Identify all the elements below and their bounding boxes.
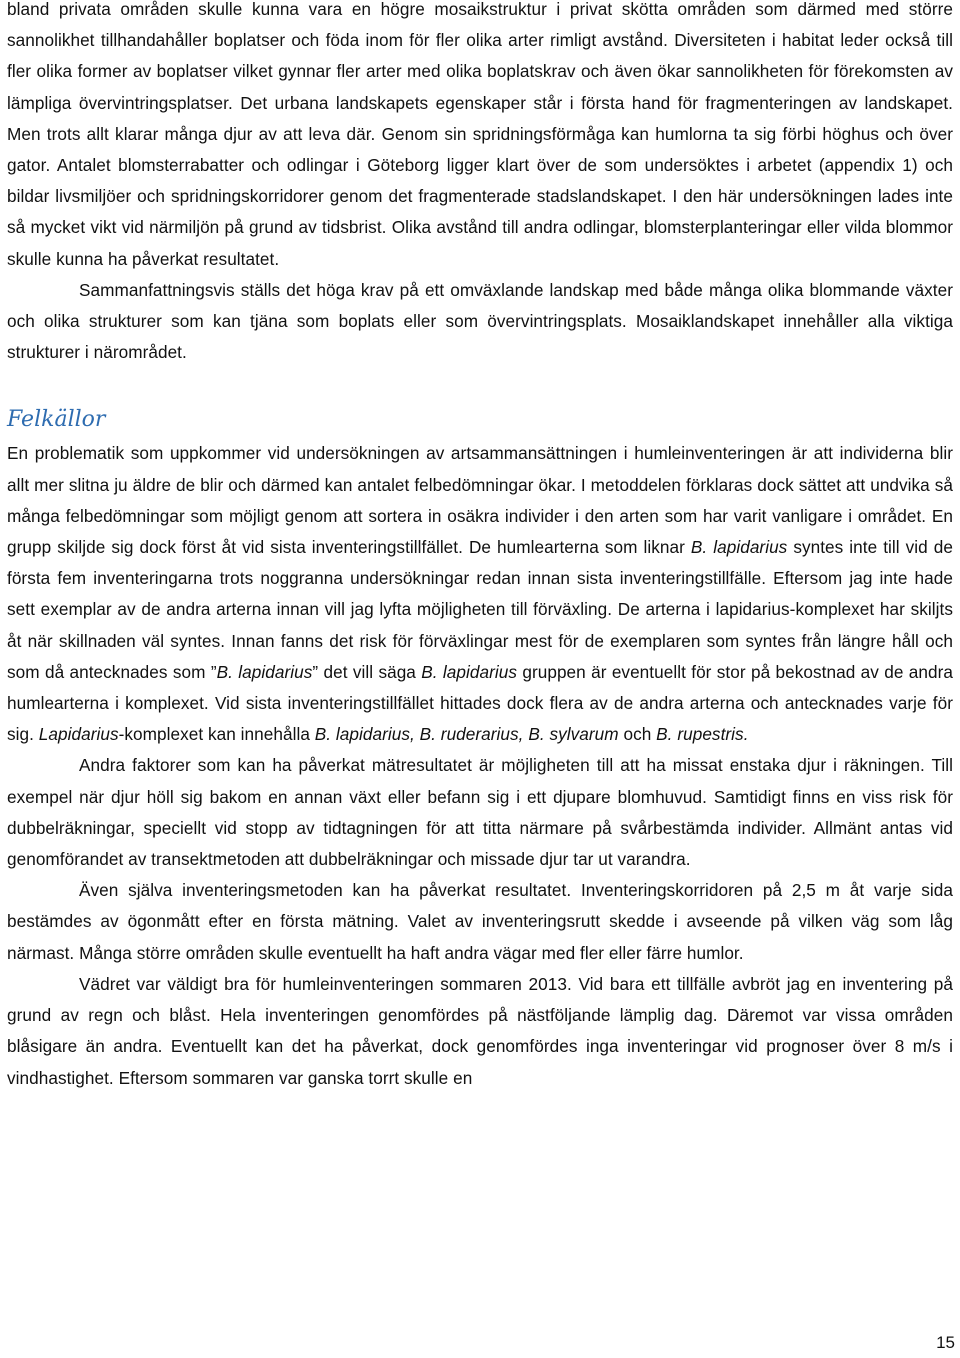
body-paragraph-method-errors: Även själva inventeringsmetoden kan ha påverkat resultatet. Inventeringskorridoren på 2,5 m åt varje sida bestämdes av ögonmått efter en första mätning. Valet av inventeringsrutt skedde i avseende på vilken väg som låg närmast. Många större områden skulle eventuellt ha haft andra vägar med fler eller färre humlor. — [7, 880, 953, 963]
body-paragraph-counting-errors: Andra faktorer som kan ha påverkat mätresultatet är möjligheten till att ha missat enstaka djur i räkningen. Till exempel när djur höll sig bakom en annan växt eller befann sig i ett djupare blomhuvud. Samtidigt finns en viss risk för dubbelräkningar, speciellt vid stopp av tidtagningen för att titta närmare på svårbestämda individer. Allmänt antas vid genomförandet av transektmetoden att dubbelräkningar och missade djur tar ut varandra. — [7, 755, 953, 870]
species-name: B. rupestris. — [656, 724, 749, 745]
body-paragraph-species-errors — [7, 438, 953, 750]
text-run: och — [618, 724, 657, 745]
section-heading-felkallor: Felkällor — [7, 407, 106, 433]
text-run: gruppen är eventuellt för stor på bekostnad av de andra humlearterna i komplexet. Vid sista inventeringstillfället hittades dock flera av de andra arterna och antecknades varje för sig. — [7, 661, 953, 745]
page-number: 15 — [936, 1333, 955, 1352]
text-run: -komplexet kan innehålla — [118, 724, 315, 745]
species-name: B. lapidarius, B. ruderarius, B. sylvarum — [314, 724, 619, 745]
body-paragraph-weather: Vädret var väldigt bra för humleinventeringen sommaren 2013. Vid bara ett tillfälle avbröt jag en inventering på grund av regn och blåst. Hela inventeringen genomfördes på nästföljande lämplig dag. Däremot var vissa områden blåsigare än andra. Eventuellt kan det ha påverkat, dock genomfördes inga inventeringar vid prognoser över 8 m/s i vindhastighet. Eftersom sommaren var ganska torrt skulle en — [7, 973, 953, 1088]
species-name: Lapidarius — [38, 724, 119, 745]
species-name: B. lapidarius — [421, 661, 517, 682]
species-name: B. lapidarius — [690, 537, 788, 558]
body-paragraph-habitat: bland privata områden skulle kunna vara en högre mosaikstruktur i privat skötta områden som därmed med större sannolikhet tillhandahåller boplatser och föda inom för fler olika arter rimligt avstånd. Diversiteten i habitat leder också till fler olika former av boplatser vilket gynnar fler arter med olika boplatskrav och även ökar sannolikheten för förekomsten av lämpliga övervintringsplatser. Det urbana landskapets egenskaper står i första hand för fragmenteringen av landskapet. Men trots allt klarar många djur av att leva där. Genom sin spridningsförmåga kan humlorna ta sig förbi höghus och över gator. Antalet blomsterrabatter och odlingar i Göteborg ligger klart över de som undersöktes i arbetet (appendix 1) och bildar livsmiljöer och spridningskorridorer genom det fragmenterade stadslandskapet. I den här undersökningen lades inte så mycket vikt vid närmiljön på grund av tidsbrist. Olika avstånd till andra odlingar, blomsterplanteringar eller vilda blommor skulle kunna ha påverkat resultatet. — [7, 0, 953, 269]
species-name: B. lapidarius — [216, 661, 313, 682]
body-paragraph-summary: Sammanfattningsvis ställs det höga krav på ett omväxlande landskap med både många olika blommande växter och olika strukturer som kan tjäna som boplats eller som övervintringsplats. Mosaiklandskapet innehåller alla viktiga strukturer i närområdet. — [7, 279, 953, 363]
text-run: syntes inte till vid de första fem inventeringarna trots noggranna undersökningar redan innan sista inventeringstillfälle. Eftersom jag inte hade sett exemplar av de andra arterna innan vill jag lyfta möjligheten till förväxling. De arterna i lapidarius-komplexet har skiljts åt när skillnaden väl syntes. Innan fanns det risk för förväxlingar mest för de exemplaren som syntes från längre håll och som då antecknades som ” — [7, 537, 954, 682]
text-run: ” det vill säga — [312, 661, 422, 682]
text-run: En problematik som uppkommer vid undersökningen av artsammansättningen i humleinventeringen är att individerna blir allt mer slitna ju äldre de blir och därmed kan antalet felbedömningar ökar. I metoddelen förklaras dock sättet att undvika så många felbedömningar som möjligt genom att sortera in osäkra individer i den arten som har varit vanligare i området. En grupp skiljde sig dock först åt vid sista inventeringstillfället. De humlearterna som liknar — [7, 443, 953, 558]
